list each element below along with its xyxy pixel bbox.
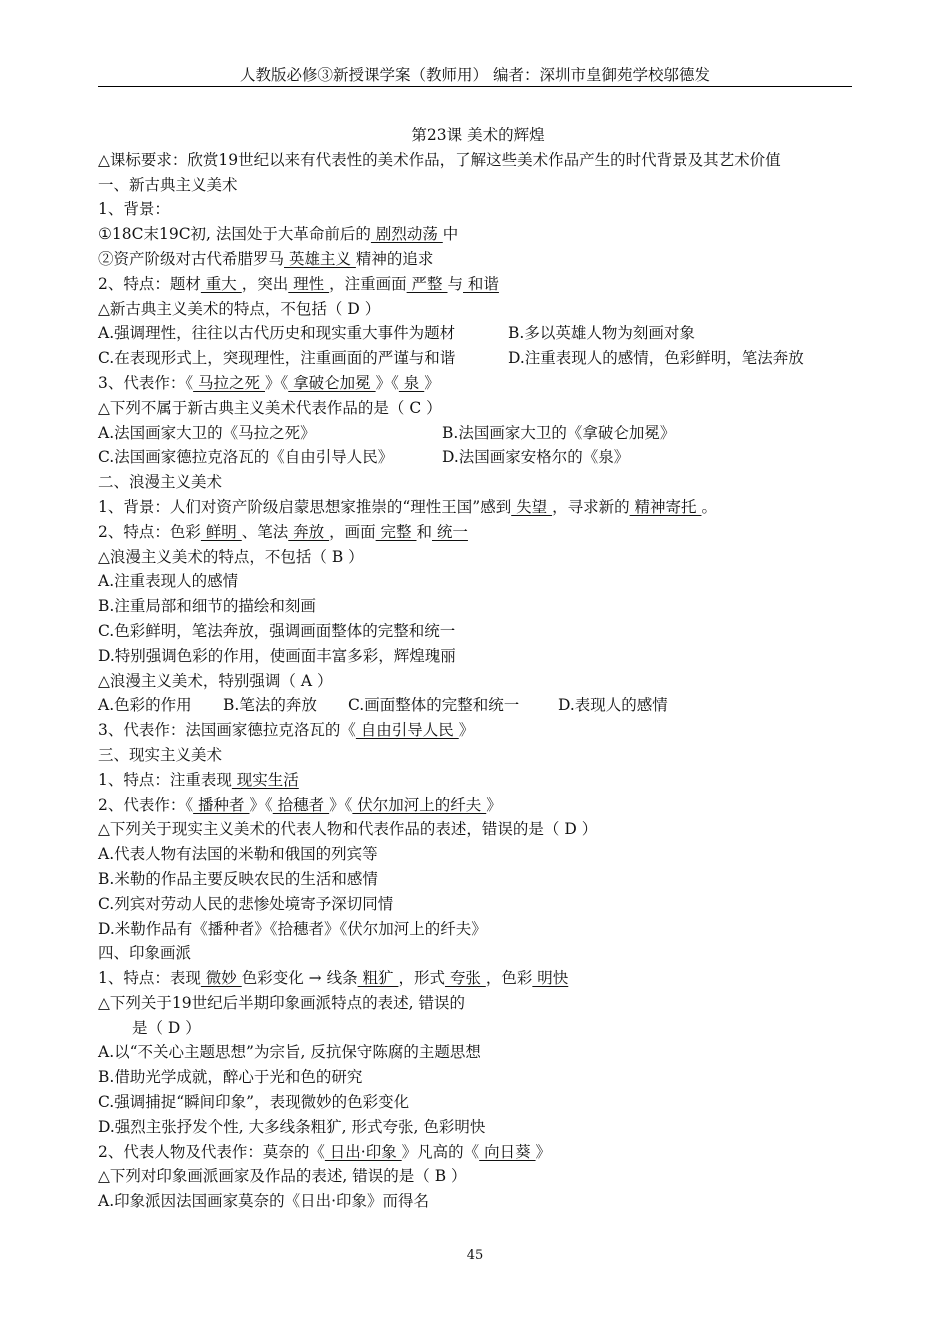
text-segment: 是（ D ）: [132, 1018, 201, 1037]
text-segment: B.法国画家大卫的《拿破仑加冕》: [442, 423, 676, 442]
text-line: [98, 569, 858, 594]
text-line: [98, 1016, 858, 1041]
text-segment: 2、特点：题材: [98, 274, 201, 293]
answer-blank: 现实生活: [231, 770, 299, 789]
answer-blank: 严整: [406, 274, 448, 293]
answer-blank: 鲜明: [200, 522, 242, 541]
text-line: [98, 768, 858, 793]
text-line: [98, 520, 858, 545]
answer-blank: 精神寄托: [629, 497, 702, 516]
text-segment: 1、背景：: [98, 200, 170, 219]
text-line: [98, 693, 858, 718]
answer-blank: 奔放: [288, 522, 330, 541]
text-segment: 》: [486, 795, 502, 814]
text-segment: A.以“不关心主题思想”为宗旨, 反抗保守陈腐的主题思想: [98, 1043, 481, 1062]
text-line: [98, 148, 858, 173]
text-segment: △下列不属于新古典主义美术代表作品的是（ C ）: [98, 398, 442, 417]
text-line: [98, 793, 858, 818]
text-segment: ，注重画面: [329, 274, 407, 293]
text-segment: B.注重局部和细节的描绘和刻画: [98, 597, 316, 616]
text-line: [98, 1189, 858, 1214]
choice-option: A.强调理性，往往以古代历史和现实重大事件为题材: [98, 324, 456, 343]
text-segment: △课标要求：欣赏19世纪以来有代表性的美术作品，了解这些美术作品产生的时代背景及其艺术价值: [98, 150, 781, 169]
answer-blank: 统一: [432, 522, 468, 541]
text-line: [98, 173, 858, 198]
text-segment: B.多以英雄人物为刻画对象: [508, 324, 695, 343]
choice-option: B.笔法的奔放: [223, 696, 317, 715]
text-segment: 第23课 美术的辉煌: [411, 126, 545, 144]
answer-blank: 马拉之死: [193, 373, 265, 392]
text-line: [98, 917, 858, 942]
text-segment: B.借助光学成就，醉心于光和色的研究: [98, 1068, 363, 1087]
text-line: [98, 445, 858, 470]
text-line: [98, 371, 858, 396]
answer-blank: 完整: [375, 522, 417, 541]
text-segment: 》《: [249, 795, 273, 814]
text-segment: D.米勒作品有《播种者》《拾穗者》《伏尔加河上的纤夫》: [98, 919, 487, 938]
text-segment: 一、新古典主义美术: [98, 175, 238, 194]
text-line: [98, 619, 858, 644]
answer-blank: 泉: [398, 373, 425, 392]
text-segment: D.表现人的感情: [558, 696, 668, 715]
text-segment: 三、现实主义美术: [98, 745, 223, 764]
text-line: [98, 892, 858, 917]
text-line: [98, 669, 858, 694]
text-segment: B.米勒的作品主要反映农民的生活和感情: [98, 869, 378, 888]
text-segment: 》《: [375, 373, 399, 392]
text-segment: C.列宾对劳动人民的悲惨处境寄予深切同情: [98, 894, 394, 913]
text-segment: 3、代表作：法国画家德拉克洛瓦的《: [98, 721, 356, 740]
text-line: [98, 247, 858, 272]
text-line: [98, 222, 858, 247]
text-line: [98, 346, 858, 371]
text-line: [98, 991, 858, 1016]
text-segment: △浪漫主义美术的特点，不包括（ B ）: [98, 547, 364, 566]
text-segment: △新古典主义美术的特点，不包括（ D ）: [98, 299, 381, 318]
text-segment: C.色彩鲜明，笔法奔放，强调画面整体的完整和统一: [98, 621, 456, 640]
text-segment: △下列关于现实主义美术的代表人物和代表作品的表述，错误的是（ D ）: [98, 820, 598, 839]
answer-blank: 伏尔加河上的纤夫: [352, 795, 487, 814]
text-segment: 。: [701, 497, 717, 516]
text-line: [98, 297, 858, 322]
text-segment: 色彩变化 → 线条: [241, 969, 358, 988]
page-number: 45: [466, 1248, 484, 1263]
choice-option: C.在表现形式上，突现理性，注重画面的严谨与和谐: [98, 349, 456, 368]
answer-blank: 播种者: [193, 795, 250, 814]
text-segment: ②资产阶级对古代希腊罗马: [98, 249, 285, 268]
answer-blank: 向日葵: [479, 1142, 536, 1161]
text-segment: 1、特点：表现: [98, 969, 201, 988]
text-segment: 2、代表人物及代表作：莫奈的《: [98, 1142, 325, 1161]
answer-blank: 理性: [288, 274, 330, 293]
text-segment: △下列对印象画派画家及作品的表述, 错误的是（ B ）: [98, 1167, 467, 1186]
text-line: [98, 867, 858, 892]
text-line: [98, 421, 858, 446]
text-line: [98, 743, 858, 768]
text-line: [98, 1090, 858, 1115]
text-segment: 1、背景：人们对资产阶级启蒙思想家推崇的“理性王国”感到: [98, 497, 512, 516]
text-segment: 2、特点：色彩: [98, 522, 201, 541]
text-line: [98, 966, 858, 991]
answer-blank: 拾穗者: [272, 795, 330, 814]
text-line: [98, 470, 858, 495]
text-line: [98, 495, 858, 520]
text-segment: A.印象派因法国画家莫奈的《日出·印象》而得名: [98, 1192, 430, 1211]
text-segment: D.注重表现人的感情，色彩鲜明，笔法奔放: [508, 349, 804, 368]
text-line: [98, 941, 858, 966]
text-line: [98, 817, 858, 842]
text-line: [98, 396, 858, 421]
text-line: [98, 842, 858, 867]
text-line: [98, 644, 858, 669]
text-line: [98, 594, 858, 619]
answer-blank: 夸张: [444, 969, 486, 988]
text-segment: ，画面: [329, 522, 376, 541]
text-segment: 3、代表作：《: [98, 373, 194, 392]
text-segment: ，突出: [241, 274, 289, 293]
text-segment: ，寻求新的: [552, 497, 630, 516]
text-segment: 精神的追求: [355, 249, 434, 268]
text-line: [98, 197, 858, 222]
text-line: [98, 1140, 858, 1165]
text-segment: D.特别强调色彩的作用，使画面丰富多彩，辉煌瑰丽: [98, 646, 456, 665]
text-segment: ①18C末19C初, 法国处于大革命前后的: [98, 225, 371, 244]
page-header: 人教版必修③新授课学案（教师用） 编者：深圳市皇御苑学校邬德发: [98, 64, 852, 87]
text-segment: 二、浪漫主义美术: [98, 473, 223, 492]
text-line: [98, 718, 858, 743]
text-segment: 》《: [264, 373, 289, 392]
text-segment: A.注重表现人的感情: [98, 572, 239, 591]
choice-option: A.法国画家大卫的《马拉之死》: [98, 423, 316, 442]
text-segment: ，色彩: [485, 969, 533, 988]
text-segment: ，形式: [398, 969, 445, 988]
text-line: [98, 1065, 858, 1090]
text-segment: D.强烈主张抒发个性, 大多线条粗犷, 形式夸张, 色彩明快: [98, 1117, 486, 1136]
text-line: [98, 545, 858, 570]
document-body: [98, 123, 858, 1214]
text-segment: 2、代表作：《: [98, 795, 194, 814]
answer-blank: 日出·印象: [324, 1142, 402, 1161]
text-segment: A.代表人物有法国的米勒和俄国的列宾等: [98, 845, 378, 864]
text-segment: 和: [416, 522, 432, 541]
text-segment: 四、印象画派: [98, 944, 192, 963]
answer-blank: 英雄主义: [284, 249, 356, 268]
text-line: [98, 321, 858, 346]
text-line: [98, 1115, 858, 1140]
text-segment: △浪漫主义美术，特别强调（ A ）: [98, 671, 333, 690]
text-segment: △下列关于19世纪后半期印象画派特点的表述, 错误的: [98, 993, 465, 1012]
choice-option: A.色彩的作用: [98, 696, 192, 715]
text-segment: 、笔法: [241, 522, 289, 541]
lesson-title: [98, 123, 858, 148]
text-segment: 1、特点：注重表现: [98, 770, 232, 789]
answer-blank: 拿破仑加冕: [288, 373, 376, 392]
text-segment: 与: [447, 274, 463, 293]
text-line: [98, 1164, 858, 1189]
choice-option: C.画面整体的完整和统一: [348, 696, 520, 715]
answer-blank: 微妙: [200, 969, 242, 988]
choice-option: C.法国画家德拉克洛瓦的《自由引导人民》: [98, 448, 394, 467]
answer-blank: 重大: [200, 274, 242, 293]
answer-blank: 和谐: [463, 274, 499, 293]
answer-blank: 明快: [532, 969, 569, 988]
text-segment: 》凡高的《: [401, 1142, 480, 1161]
answer-blank: 自由引导人民: [355, 721, 459, 740]
text-segment: D.法国画家安格尔的《泉》: [442, 448, 630, 467]
answer-blank: 粗犷: [357, 969, 399, 988]
text-segment: C.强调捕捉“瞬间印象”，表现微妙的色彩变化: [98, 1093, 410, 1112]
text-segment: 中: [442, 225, 459, 244]
text-segment: 》: [458, 721, 475, 740]
text-segment: 》: [424, 373, 440, 392]
text-segment: 》《: [329, 795, 353, 814]
text-line: [98, 272, 858, 297]
answer-blank: 剧烈动荡: [370, 225, 443, 244]
text-segment: 》: [535, 1142, 552, 1161]
text-line: [98, 1040, 858, 1065]
answer-blank: 失望: [511, 497, 553, 516]
